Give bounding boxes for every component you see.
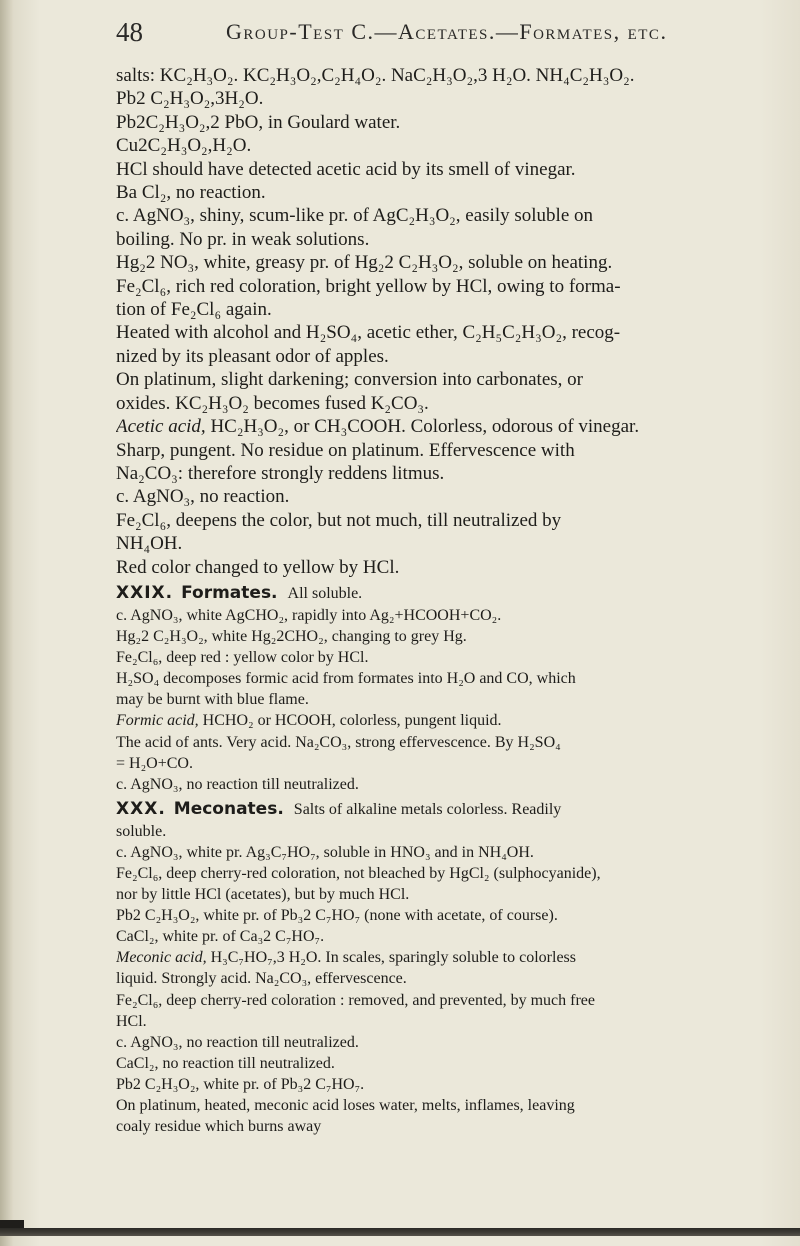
- meconic-acid-term: Meconic acid,: [116, 949, 207, 967]
- meconic-acid-desc: H₃C₇HO₇,3 H₂O. In scales, sparingly soluble to colorless: [206, 949, 576, 967]
- text-line: c. AgNO₃, no reaction till neutralized.: [116, 775, 359, 793]
- bottom-border: [0, 1228, 800, 1236]
- text-line: c. AgNO₃, white AgCHO₂, rapidly into Ag₂+HCOOH+CO₂.: [116, 606, 502, 624]
- page-body: [116, 64, 766, 1137]
- meconic-acid-line: [116, 947, 766, 968]
- section-title: Meconates.: [173, 798, 284, 819]
- text-line: Hg₂2 C₂H₃O₂, white Hg₂2CHO₂, changing to grey Hg.: [116, 628, 467, 646]
- text-line: The acid of ants. Very acid. Na₂CO₃, strong effervescence. By H₂SO₄: [116, 733, 561, 751]
- meconates-section: [116, 798, 766, 1137]
- text-line: NH₄OH.: [116, 533, 183, 555]
- text-line: liquid. Strongly acid. Na₂CO₃, effervescence.: [116, 970, 407, 988]
- text-line: Red color changed to yellow by HCl.: [116, 556, 400, 578]
- section-intro: Salts of alkaline metals colorless. Readily: [293, 800, 562, 818]
- text-line: Fe₂Cl₆, rich red coloration, bright yellow by HCl, owing to forma-: [116, 275, 621, 297]
- formic-acid-term: Formic acid,: [116, 712, 199, 730]
- text-line: Na₂CO₃: therefore strongly reddens litmus.: [116, 462, 445, 484]
- formic-acid-line: [116, 710, 766, 731]
- acetates-block: [116, 64, 766, 579]
- text-line: Fe₂Cl₆, deep cherry-red coloration : removed, and prevented, by much free: [116, 991, 595, 1009]
- formates-section: [116, 582, 766, 795]
- text-line: Ba Cl₂, no reaction.: [116, 182, 266, 204]
- text-line: nized by its pleasant odor of apples.: [116, 345, 389, 367]
- text-line: Hg₂2 NO₃, white, greasy pr. of Hg₂2 C₂H₃O₂, soluble on heating.: [116, 252, 613, 274]
- text-line: Pb2 C₂H₃O₂,3H₂O.: [116, 88, 264, 110]
- text-line: Pb2 C₂H₃O₂, white pr. of Pb₃2 C₇HO₇ (none with acetate, of course).: [116, 907, 558, 925]
- text-line: may be burnt with blue flame.: [116, 691, 309, 709]
- text-line: salts: KC₂H₃O₂. KC₂H₃O₂,C₂H₄O₂. NaC₂H₃O₂,3 H₂O. NH₄C₂H₃O₂.: [116, 65, 635, 86]
- text-line: nor by little HCl (acetates), but by much HCl.: [116, 886, 410, 904]
- section-heading-meconates: [116, 798, 766, 821]
- text-line: oxides. KC₂H₃O₂ becomes fused K₂CO₃.: [116, 392, 429, 414]
- acetic-acid-line: [116, 415, 766, 438]
- binding-edge: [0, 0, 14, 1246]
- section-title: Formates.: [181, 582, 278, 603]
- text-line: c. AgNO₃, no reaction till neutralized.: [116, 1033, 359, 1051]
- text-line: Pb2 C₂H₃O₂, white pr. of Pb₃2 C₇HO₇.: [116, 1075, 365, 1093]
- text-line: Heated with alcohol and H₂SO₄, acetic ether, C₂H₅C₂H₃O₂, recog-: [116, 322, 621, 344]
- page-header: [116, 12, 776, 52]
- text-line: coaly residue which burns away: [116, 1118, 322, 1136]
- text-line: Fe₂Cl₆, deepens the color, but not much, till neutralized by: [116, 509, 562, 531]
- text-line: CaCl₂, no reaction till neutralized.: [116, 1054, 335, 1072]
- acetic-acid-term: Acetic acid,: [116, 416, 206, 438]
- text-line: boiling. No pr. in weak solutions.: [116, 228, 370, 250]
- text-line: = H₂O+CO.: [116, 754, 193, 772]
- text-line: H₂SO₄ decomposes formic acid from formates into H₂O and CO, which: [116, 670, 576, 688]
- section-number: XXIX.: [116, 582, 174, 603]
- text-line: c. AgNO₃, no reaction.: [116, 486, 290, 508]
- formic-acid-desc: HCHO₂ or HCOOH, colorless, pungent liquid.: [198, 712, 502, 730]
- text-line: Fe₂Cl₆, deep red : yellow color by HCl.: [116, 649, 369, 667]
- section-heading-formates: [116, 582, 766, 605]
- text-line: c. AgNO₃, shiny, scum-like pr. of AgC₂H₃O₂, easily soluble on: [116, 205, 594, 227]
- text-line: Cu2C₂H₃O₂,H₂O.: [116, 135, 252, 157]
- text-line: c. AgNO₃, white pr. Ag₃C₇HO₇, soluble in HNO₃ and in NH₄OH.: [116, 843, 534, 861]
- acetic-acid-desc: HC₂H₃O₂, or CH₃COOH. Colorless, odorous of vinegar.: [205, 416, 640, 438]
- text-line: Pb2C₂H₃O₂,2 PbO, in Goulard water.: [116, 111, 401, 133]
- text-line: CaCl₂, white pr. of Ca₃2 C₇HO₇.: [116, 928, 325, 946]
- text-line: On platinum, heated, meconic acid loses water, melts, inflames, leaving: [116, 1097, 575, 1114]
- text-line: tion of Fe₂Cl₆ again.: [116, 299, 272, 321]
- page-number: 48: [116, 17, 143, 47]
- text-line: soluble.: [116, 822, 167, 840]
- section-intro: All soluble.: [287, 584, 363, 602]
- text-line: Sharp, pungent. No residue on platinum. Effervescence with: [116, 439, 575, 461]
- text-line: On platinum, slight darkening; conversion into carbonates, or: [116, 369, 583, 391]
- running-head: Group-Test C.—Acetates.—Formates, etc.: [226, 19, 668, 44]
- section-number: XXX.: [116, 798, 166, 819]
- text-line: HCl should have detected acetic acid by its smell of vinegar.: [116, 158, 576, 180]
- text-line: HCl.: [116, 1012, 147, 1030]
- text-line: Fe₂Cl₆, deep cherry-red coloration, not bleached by HgCl₂ (sulphocyanide),: [116, 864, 601, 882]
